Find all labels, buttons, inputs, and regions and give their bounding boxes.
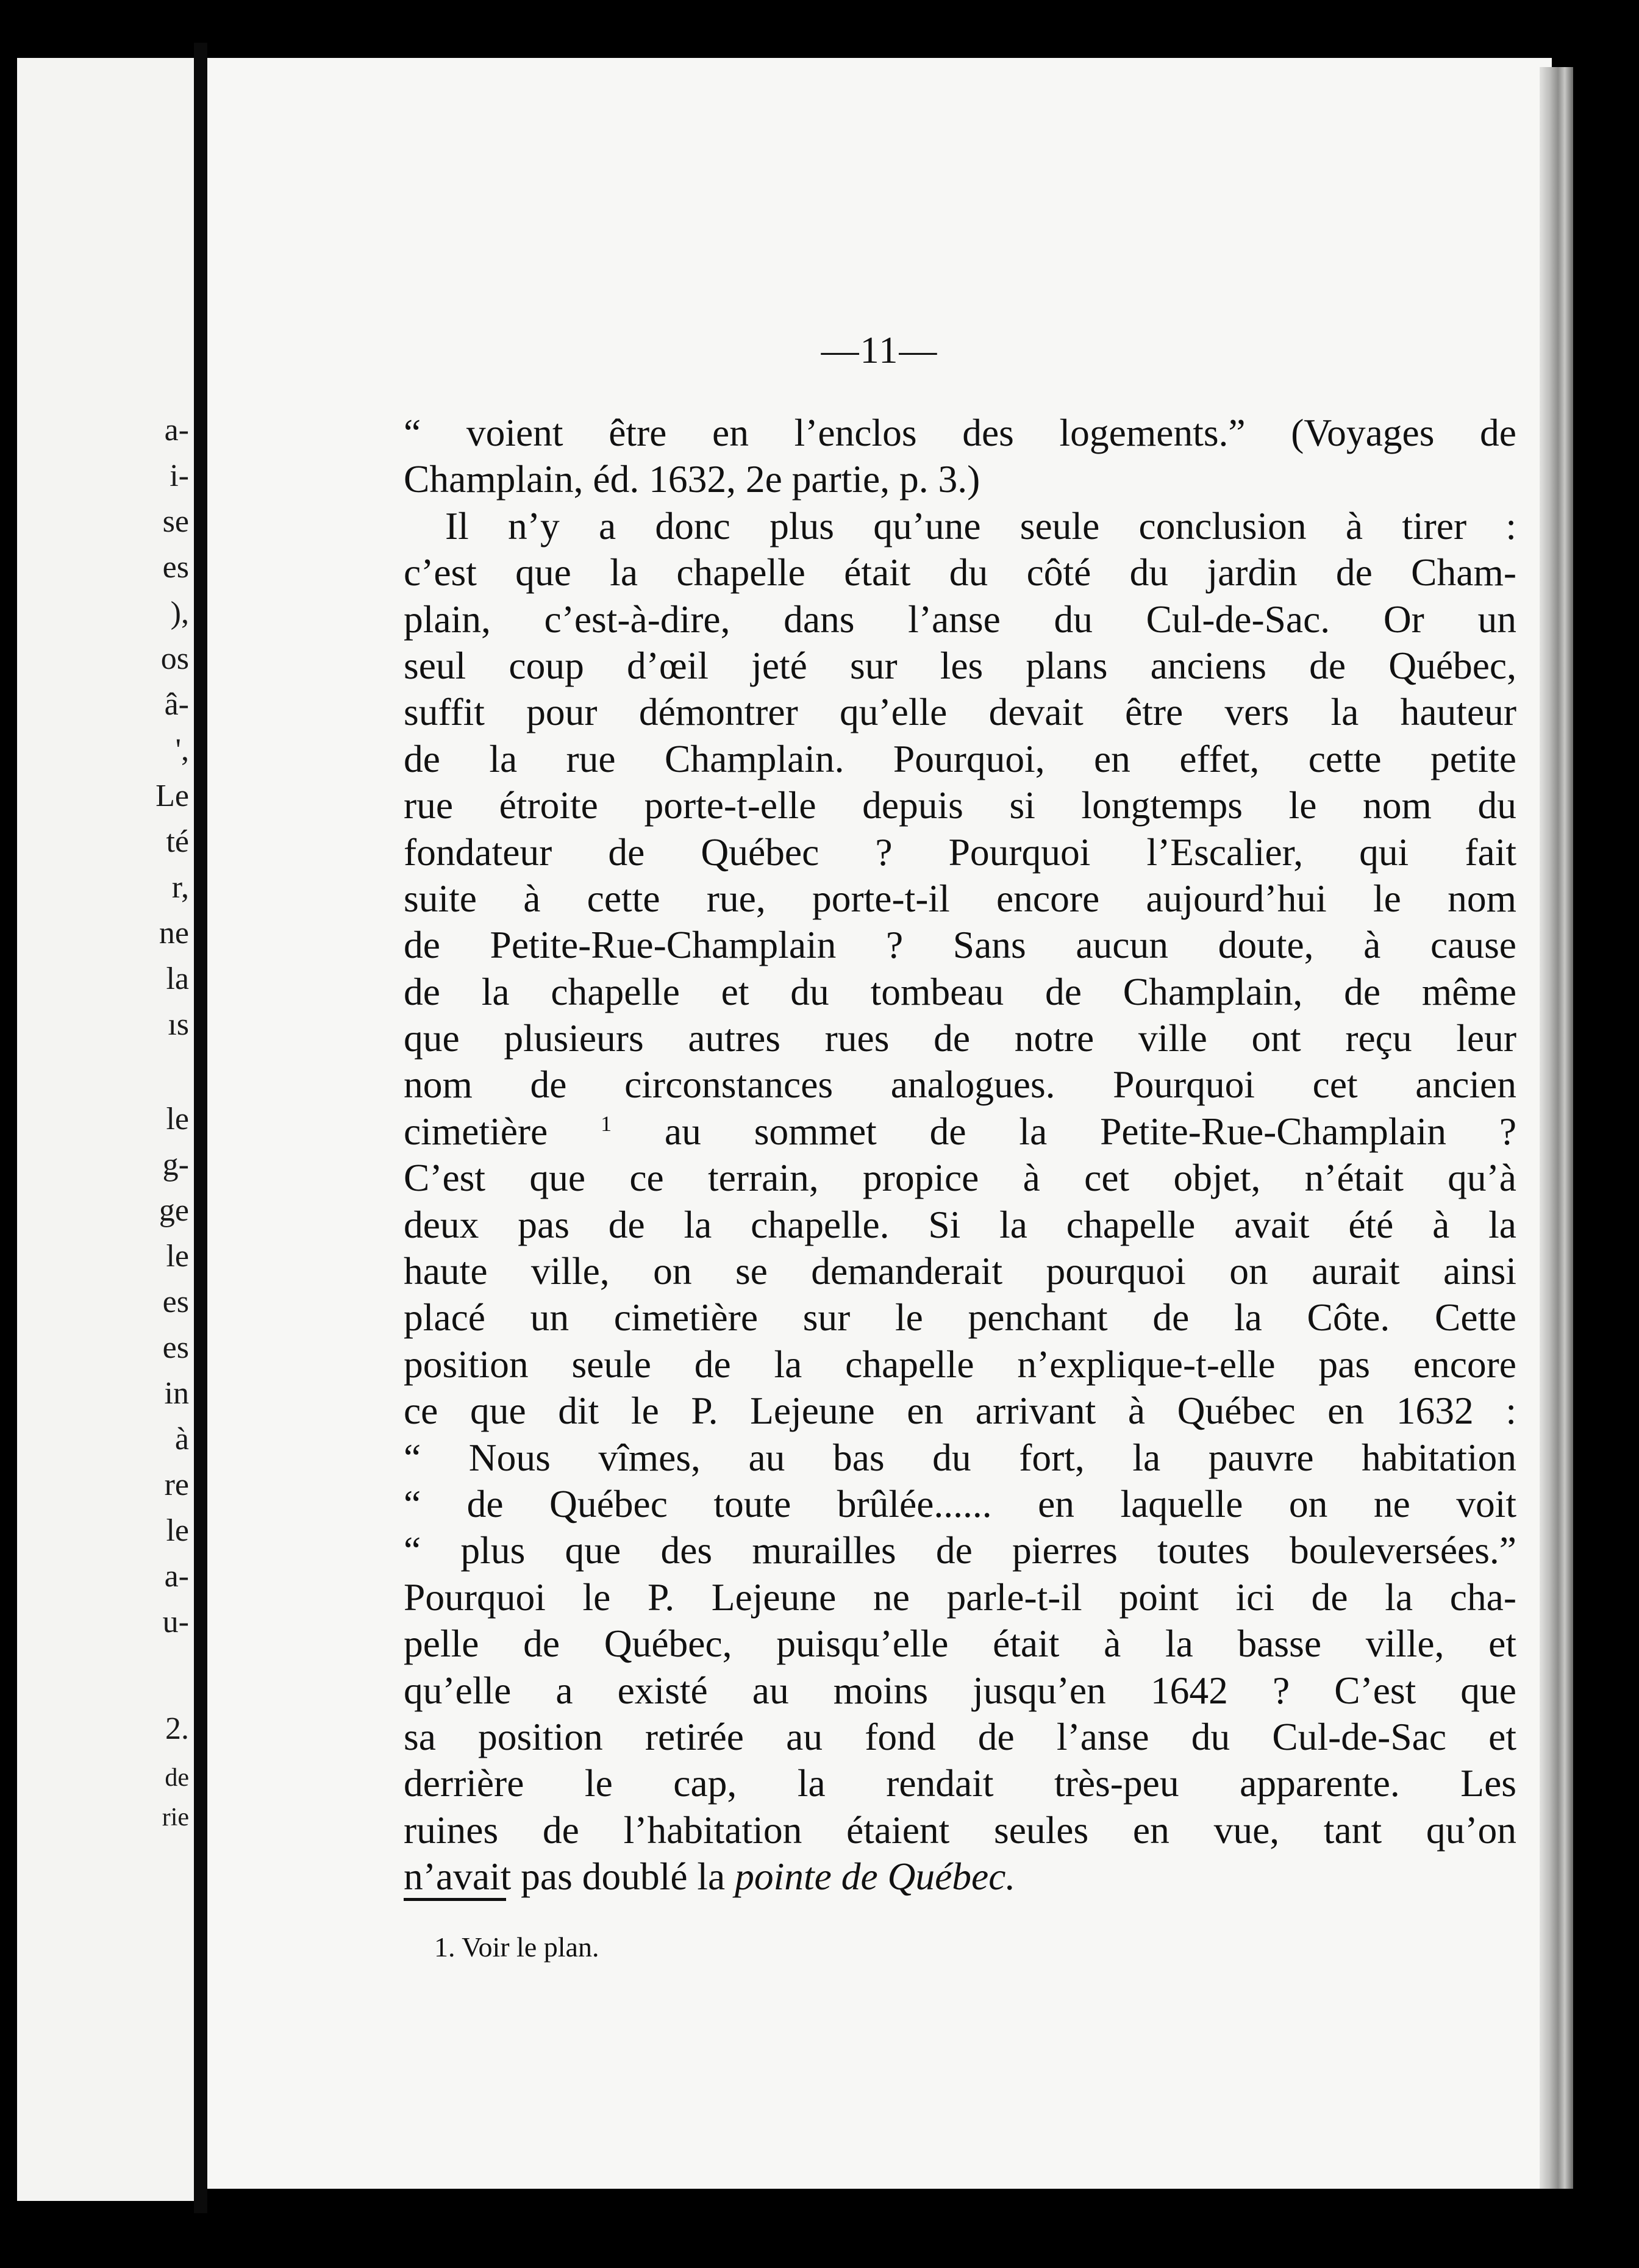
- left-page-fragment: r,: [171, 870, 189, 905]
- text-line: Pourquoi le P. Lejeune ne parle-t-il point ici de la cha-: [404, 1575, 1516, 1619]
- text-line: C’est que ce terrain, propice à cet objet, n’était qu’à: [404, 1156, 1516, 1200]
- text-line: qu’elle a existé au moins jusqu’en 1642 ? C’est que: [404, 1668, 1516, 1712]
- footnote: 1. Voir le plan.: [434, 1931, 599, 1963]
- left-page-fragment: ),: [170, 596, 189, 630]
- body-text: [404, 410, 1516, 1900]
- left-page-fragment: a-: [164, 1559, 189, 1594]
- left-page-fragment: le: [166, 1102, 189, 1136]
- text-line: ruines de l’habitation étaient seules en vue, tant qu’on: [404, 1808, 1516, 1852]
- left-page-fragment: le: [166, 1239, 189, 1274]
- text-line-with-footnote: [404, 1108, 1516, 1155]
- left-page-fragment: u-: [162, 1605, 189, 1639]
- text-line: que plusieurs autres rues de notre ville ont reçu leur: [404, 1016, 1516, 1060]
- text-line: de la rue Champlain. Pourquoi, en effet, cette petite: [404, 736, 1516, 780]
- left-page-fragment: ',: [175, 733, 189, 768]
- previous-page-edge: [17, 58, 194, 2201]
- text-line: sa position retirée au fond de l’anse du Cul-de-Sac et: [404, 1714, 1516, 1758]
- left-page-fragment: os: [160, 641, 189, 676]
- text-line: pelle de Québec, puisqu’elle était à la basse ville, et: [404, 1622, 1516, 1666]
- text-line: rue étroite porte-t-elle depuis si longtemps le nom du: [404, 783, 1516, 827]
- text-line: plain, c’est-à-dire, dans l’anse du Cul-de-Sac. Or un: [404, 597, 1516, 641]
- text-line: position seule de la chapelle n’explique-t-elle pas encore: [404, 1342, 1516, 1386]
- text-line: Il n’y a donc plus qu’une seule conclusion à tirer :: [445, 504, 1516, 547]
- book-page: [207, 58, 1552, 2189]
- text-line: placé un cimetière sur le penchant de la Côte. Cette: [404, 1296, 1516, 1339]
- left-page-fragment: se: [162, 504, 189, 539]
- left-page-fragment: es: [162, 550, 189, 585]
- text-line: seul coup d’œil jeté sur les plans anciens de Québec,: [404, 643, 1516, 687]
- text-line: derrière le cap, la rendait très-peu apparente. Les: [404, 1761, 1516, 1805]
- text-line: nom de circonstances analogues. Pourquoi cet ancien: [404, 1063, 1516, 1107]
- footnote-rule: [404, 1898, 506, 1901]
- text-line: fondateur de Québec ? Pourquoi l’Escalier, qui fait: [404, 830, 1516, 874]
- text-line: Champlain, éd. 1632, 2e partie, p. 3.): [404, 457, 980, 501]
- left-page-fragment: ge: [159, 1193, 189, 1228]
- text-line: “ Nous vîmes, au bas du fort, la pauvre habitation: [404, 1435, 1516, 1479]
- footnote-marker: 1: [601, 1111, 612, 1136]
- left-page-fragment: in: [164, 1376, 189, 1411]
- text-line: haute ville, on se demanderait pourquoi on aurait ainsi: [404, 1249, 1516, 1293]
- left-page-fragment: ne: [159, 916, 189, 950]
- text-line: “ voient être en l’enclos des logements.” (Voyages de: [404, 411, 1516, 454]
- left-page-fragment: i-: [170, 458, 189, 493]
- text-line: ce que dit le P. Lejeune en arrivant à Québec en 1632 :: [404, 1389, 1516, 1433]
- left-page-fragment: té: [166, 824, 189, 859]
- left-page-fragment: à: [174, 1422, 189, 1457]
- page-number: —11—: [821, 330, 938, 371]
- text-line: “ plus que des murailles de pierres toutes bouleversées.”: [404, 1528, 1516, 1572]
- text-line: deux pas de la chapelle. Si la chapelle avait été à la: [404, 1202, 1516, 1246]
- left-page-fragment: g-: [162, 1147, 189, 1182]
- text-fragment: au sommet de la Petite-Rue-Champlain ?: [664, 1109, 1517, 1153]
- left-page-fragment: es: [162, 1285, 189, 1319]
- text-line: de la chapelle et du tombeau de Champlain, de même: [404, 969, 1516, 1013]
- left-page-fragment: de: [165, 1764, 189, 1792]
- left-page-fragment: Le: [155, 779, 189, 813]
- text-fragment: cimetière: [404, 1109, 548, 1153]
- left-page-fragment: â-: [164, 687, 189, 722]
- left-page-fragment: 2.: [165, 1711, 189, 1746]
- text-line: suffit pour démontrer qu’elle devait être vers la hauteur: [404, 690, 1516, 734]
- left-page-fragment: a-: [164, 413, 189, 448]
- text-line: suite à cette rue, porte-t-il encore aujourd’hui le nom: [404, 876, 1516, 920]
- left-page-fragment: le: [166, 1513, 189, 1548]
- italic-text: pointe de Québec.: [735, 1855, 1016, 1899]
- left-page-fragment: re: [164, 1467, 189, 1502]
- text-line: de Petite-Rue-Champlain ? Sans aucun doute, à cause: [404, 923, 1516, 967]
- text-line: “ de Québec toute brûlée...... en laquelle on ne voit: [404, 1482, 1516, 1525]
- left-page-fragment: rie: [162, 1803, 189, 1831]
- left-page-fragment: la: [166, 961, 189, 996]
- page-stack-edge: [1540, 67, 1573, 2189]
- text-fragment: n’avait pas doublé la: [404, 1855, 726, 1899]
- left-page-fragment: es: [162, 1330, 189, 1365]
- text-line-with-italic: [404, 1853, 1516, 1900]
- text-line: c’est que la chapelle était du côté du jardin de Cham-: [404, 551, 1516, 594]
- left-page-fragment: ıs: [168, 1007, 189, 1042]
- book-gutter: [194, 43, 207, 2213]
